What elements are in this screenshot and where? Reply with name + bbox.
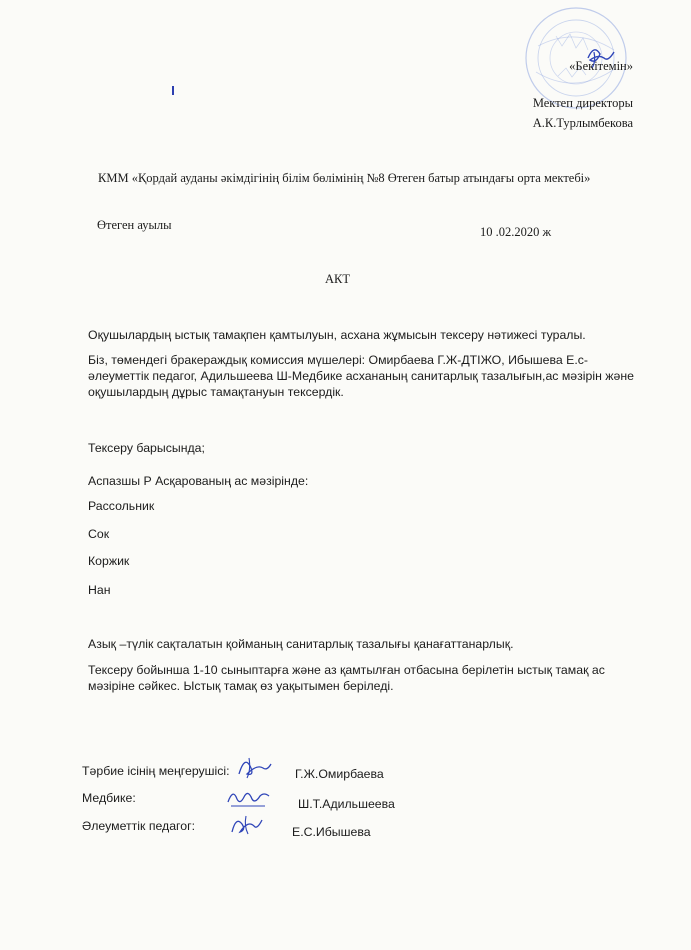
- signature-name: Г.Ж.Омирбаева: [295, 767, 384, 781]
- signature-role: Медбике:: [82, 791, 136, 805]
- subject-line: Оқушылардың ыстық тамақпен қамтылуын, асхана жұмысын тексеру нәтижесі туралы.: [88, 328, 586, 342]
- menu-item: Рассольник: [88, 499, 155, 513]
- place-name: Өтеген ауылы: [97, 218, 172, 232]
- approval-line: «Бекітемін»: [569, 59, 633, 73]
- menu-item: Сок: [88, 527, 110, 541]
- signature-name: Ш.Т.Адильшеева: [298, 797, 395, 811]
- document-title: АКТ: [325, 272, 350, 286]
- signature-role: Әлеуметтік педагог:: [82, 819, 196, 833]
- approval-director-name: А.К.Турлымбекова: [532, 116, 633, 130]
- inspection-heading: Тексеру барысында;: [88, 441, 205, 455]
- signature-omirbaeva-icon: [235, 752, 275, 782]
- conclusion-paragraph: Тексеру бойынша 1-10 сыныптарға және аз қамтылған отбасына берілетін ыстық тамақ ас мәзіріне сәйкес. Ыстық тамақ өз уақытымен беріледі.: [88, 663, 605, 693]
- menu-heading: Аспазшы Р Асқарованың ас мәзірінде:: [88, 474, 309, 488]
- menu-item: Коржик: [88, 554, 130, 568]
- storage-paragraph: Азық –түлік сақталатын қойманың санитарлық тазалығы қанағаттанарлық.: [88, 637, 514, 651]
- ink-mark: [172, 86, 174, 95]
- document-date: 10 .02.2020 ж: [480, 225, 552, 239]
- signature-name: Е.С.Ибышева: [292, 825, 371, 839]
- commission-paragraph: Біз, төмендегі бракераждық комиссия мүшелері: Омирбаева Г.Ж-ДТІЖО, Ибышева Е.с-әлеуметтік педагог, Адильшеева Ш-Медбике асхананың санитарлық тазалығын,ас мәзірін және оқушылардың дұрыс тамақтануын тексердік.: [88, 353, 634, 399]
- signature-adilsheeva-icon: [225, 784, 273, 810]
- menu-item: Нан: [88, 583, 111, 597]
- approval-position: Мектеп директоры: [532, 96, 633, 110]
- signature-ibysheva-icon: [228, 812, 268, 838]
- organization-name: КММ «Қордай ауданы әкімдігінің білім бөлімінің №8 Өтеген батыр атындағы орта мектебі»: [98, 171, 591, 185]
- signature-role: Тәрбие ісінің меңгерушісі:: [82, 764, 230, 778]
